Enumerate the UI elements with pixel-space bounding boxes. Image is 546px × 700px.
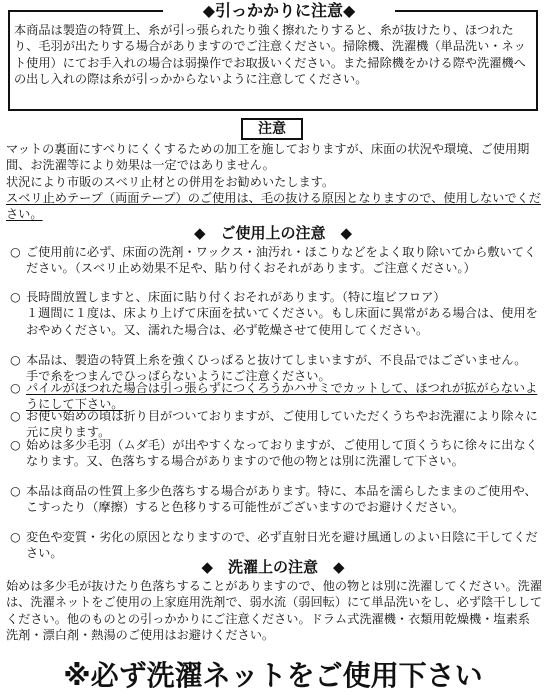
warning-body: 本商品は製造の特質上、糸が引っ張られたり強く擦れたりすると、糸が抜けたり、ほつれたり、毛羽が出たりする場合がありますのでご注意ください。掃除機、洗濯機（単品洗い・ネット使用）にてお手入れの場合は弱操作でお取扱いください。また掃除機をかける際や洗濯機への出し入れの際は糸が引っかからないように注意してください。: [14, 23, 526, 87]
washing-body: 始めは多少毛が抜けたり色落ちすることがありますので、他の物とは別に洗濯してください。洗濯は、洗濯ネットをご使用の上家庭用洗剤で、弱水流（弱回転）にて単品洗いをし、必ず陰干ししてください。他のものとの引っかかりにご注意ください。ドラム式洗濯機・衣類用乾燥機・塩素系洗剤・漂白剤・熱湯のご使用はお避けください。: [6, 579, 543, 643]
caution-warning-underlined: スベリ止めテープ（両面テープ）のご使用は、毛の抜ける原因となりますので、使用しないでください。: [6, 191, 541, 222]
bullet-circle-icon: ○: [10, 484, 21, 498]
usage-item-text: パイルがほつれた場合は引っ張らずにつくろうかハサミでカットして、ほつれが拡がらないようにして下さい。: [26, 381, 538, 412]
footer-notice: ※必ず洗濯ネットをご使用下さい: [63, 659, 483, 692]
bullet-circle-icon: ○: [10, 530, 21, 544]
bullet-circle-icon: ○: [10, 438, 21, 452]
washing-title: ◆ 洗濯上の注意 ◆: [201, 558, 345, 576]
bullet-circle-icon: ○: [10, 245, 21, 259]
usage-item-text: 長時間放置しますと、床面に貼り付くおそれがあります。（特に塩ビフロア） １週間に１度は、床より上げて床面を拭いてください。もし床面に異常がある場合は、使用をおやめください。又、濡れた場合は、必ず乾燥させて使用してください。: [26, 290, 538, 337]
usage-item-text: ご使用前に必ず、床面の洗剤・ワックス・油汚れ・ほこりなどをよく取り除いてから敷いてください。（スベリ止め効果不足や、貼り付くおそれがあります。ご注意ください。）: [26, 245, 537, 276]
caution-title: 注意: [258, 121, 286, 137]
bullet-circle-icon: ○: [10, 409, 21, 423]
bullet-circle-icon: ○: [10, 353, 21, 367]
usage-item-text: 始めは多少毛羽（ムダ毛）が出やすくなっておりますが、ご使用して頂くうちに徐々に出なくなります。又、色落ちする場合がありますので他の物とは別に洗濯して下さい。: [26, 438, 538, 469]
warning-title: ◆引っかかりに注意◆: [163, 2, 395, 20]
usage-item-text: 変色や変質・劣化の原因となりますので、必ず直射日光を避け風通しのよい日陰に干してください。: [26, 530, 538, 561]
caution-body: マットの裏面にすべりにくくするための加工を施しておりますが、床面の状況や環境、ご使用期間、お洗濯等により効果は一定ではありません。 状況により市販のスベリ止材との併用をお勧めいたします。: [6, 142, 530, 189]
usage-item-text: 本品は、製造の特質上糸を強くひっぱると抜けてしまいますが、不良品ではございません。手で糸をつまんでひっぱらないようにご注意ください。: [26, 353, 527, 384]
usage-item-text: 本品は商品の性質上多少色落ちする場合があります。特に、本品を濡らしたままのご使用や、こすったり（摩擦）すると色移りする可能性がございますのでお避けください。: [26, 484, 537, 515]
bullet-circle-icon: ○: [10, 381, 21, 395]
usage-title: ◆ ご使用上の注意 ◆: [193, 224, 353, 242]
bullet-circle-icon: ○: [10, 290, 21, 304]
usage-item-text: お使い始めの頃は折り目がついておりますが、ご使用していただくうちやお洗濯により除々に元に戻ります。: [26, 409, 538, 440]
